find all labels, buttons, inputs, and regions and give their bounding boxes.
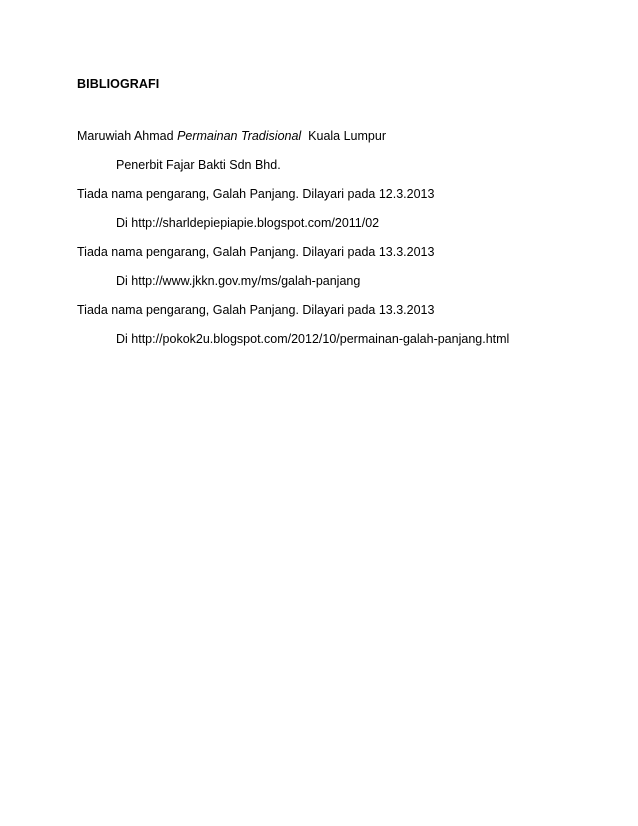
entry-title: Permainan Tradisional	[177, 129, 302, 143]
bibliography-entry	[77, 185, 617, 243]
bibliography-list	[77, 127, 617, 359]
entry-continuation: Di http://www.jkkn.gov.my/ms/galah-panjang	[116, 274, 361, 288]
entry-place: Kuala Lumpur	[308, 129, 386, 143]
entry-author: Maruwiah Ahmad	[77, 129, 174, 143]
entry-first-line: Tiada nama pengarang, Galah Panjang. Dilayari pada 12.3.2013	[77, 187, 435, 201]
entry-continuation: Di http://sharldepiepiapie.blogspot.com/2011/02	[116, 216, 380, 230]
entry-continuation: Di http://pokok2u.blogspot.com/2012/10/permainan-galah-panjang.html	[116, 332, 510, 346]
bibliography-entry	[77, 127, 617, 185]
bibliography-entry	[77, 301, 617, 359]
entry-continuation: Penerbit Fajar Bakti Sdn Bhd.	[116, 158, 281, 172]
entry-first-line: Tiada nama pengarang, Galah Panjang. Dilayari pada 13.3.2013	[77, 245, 435, 259]
page-title: BIBLIOGRAFI	[77, 77, 160, 91]
bibliography-entry	[77, 243, 617, 301]
entry-first-line	[77, 127, 617, 156]
entry-first-line: Tiada nama pengarang, Galah Panjang. Dilayari pada 13.3.2013	[77, 303, 435, 317]
